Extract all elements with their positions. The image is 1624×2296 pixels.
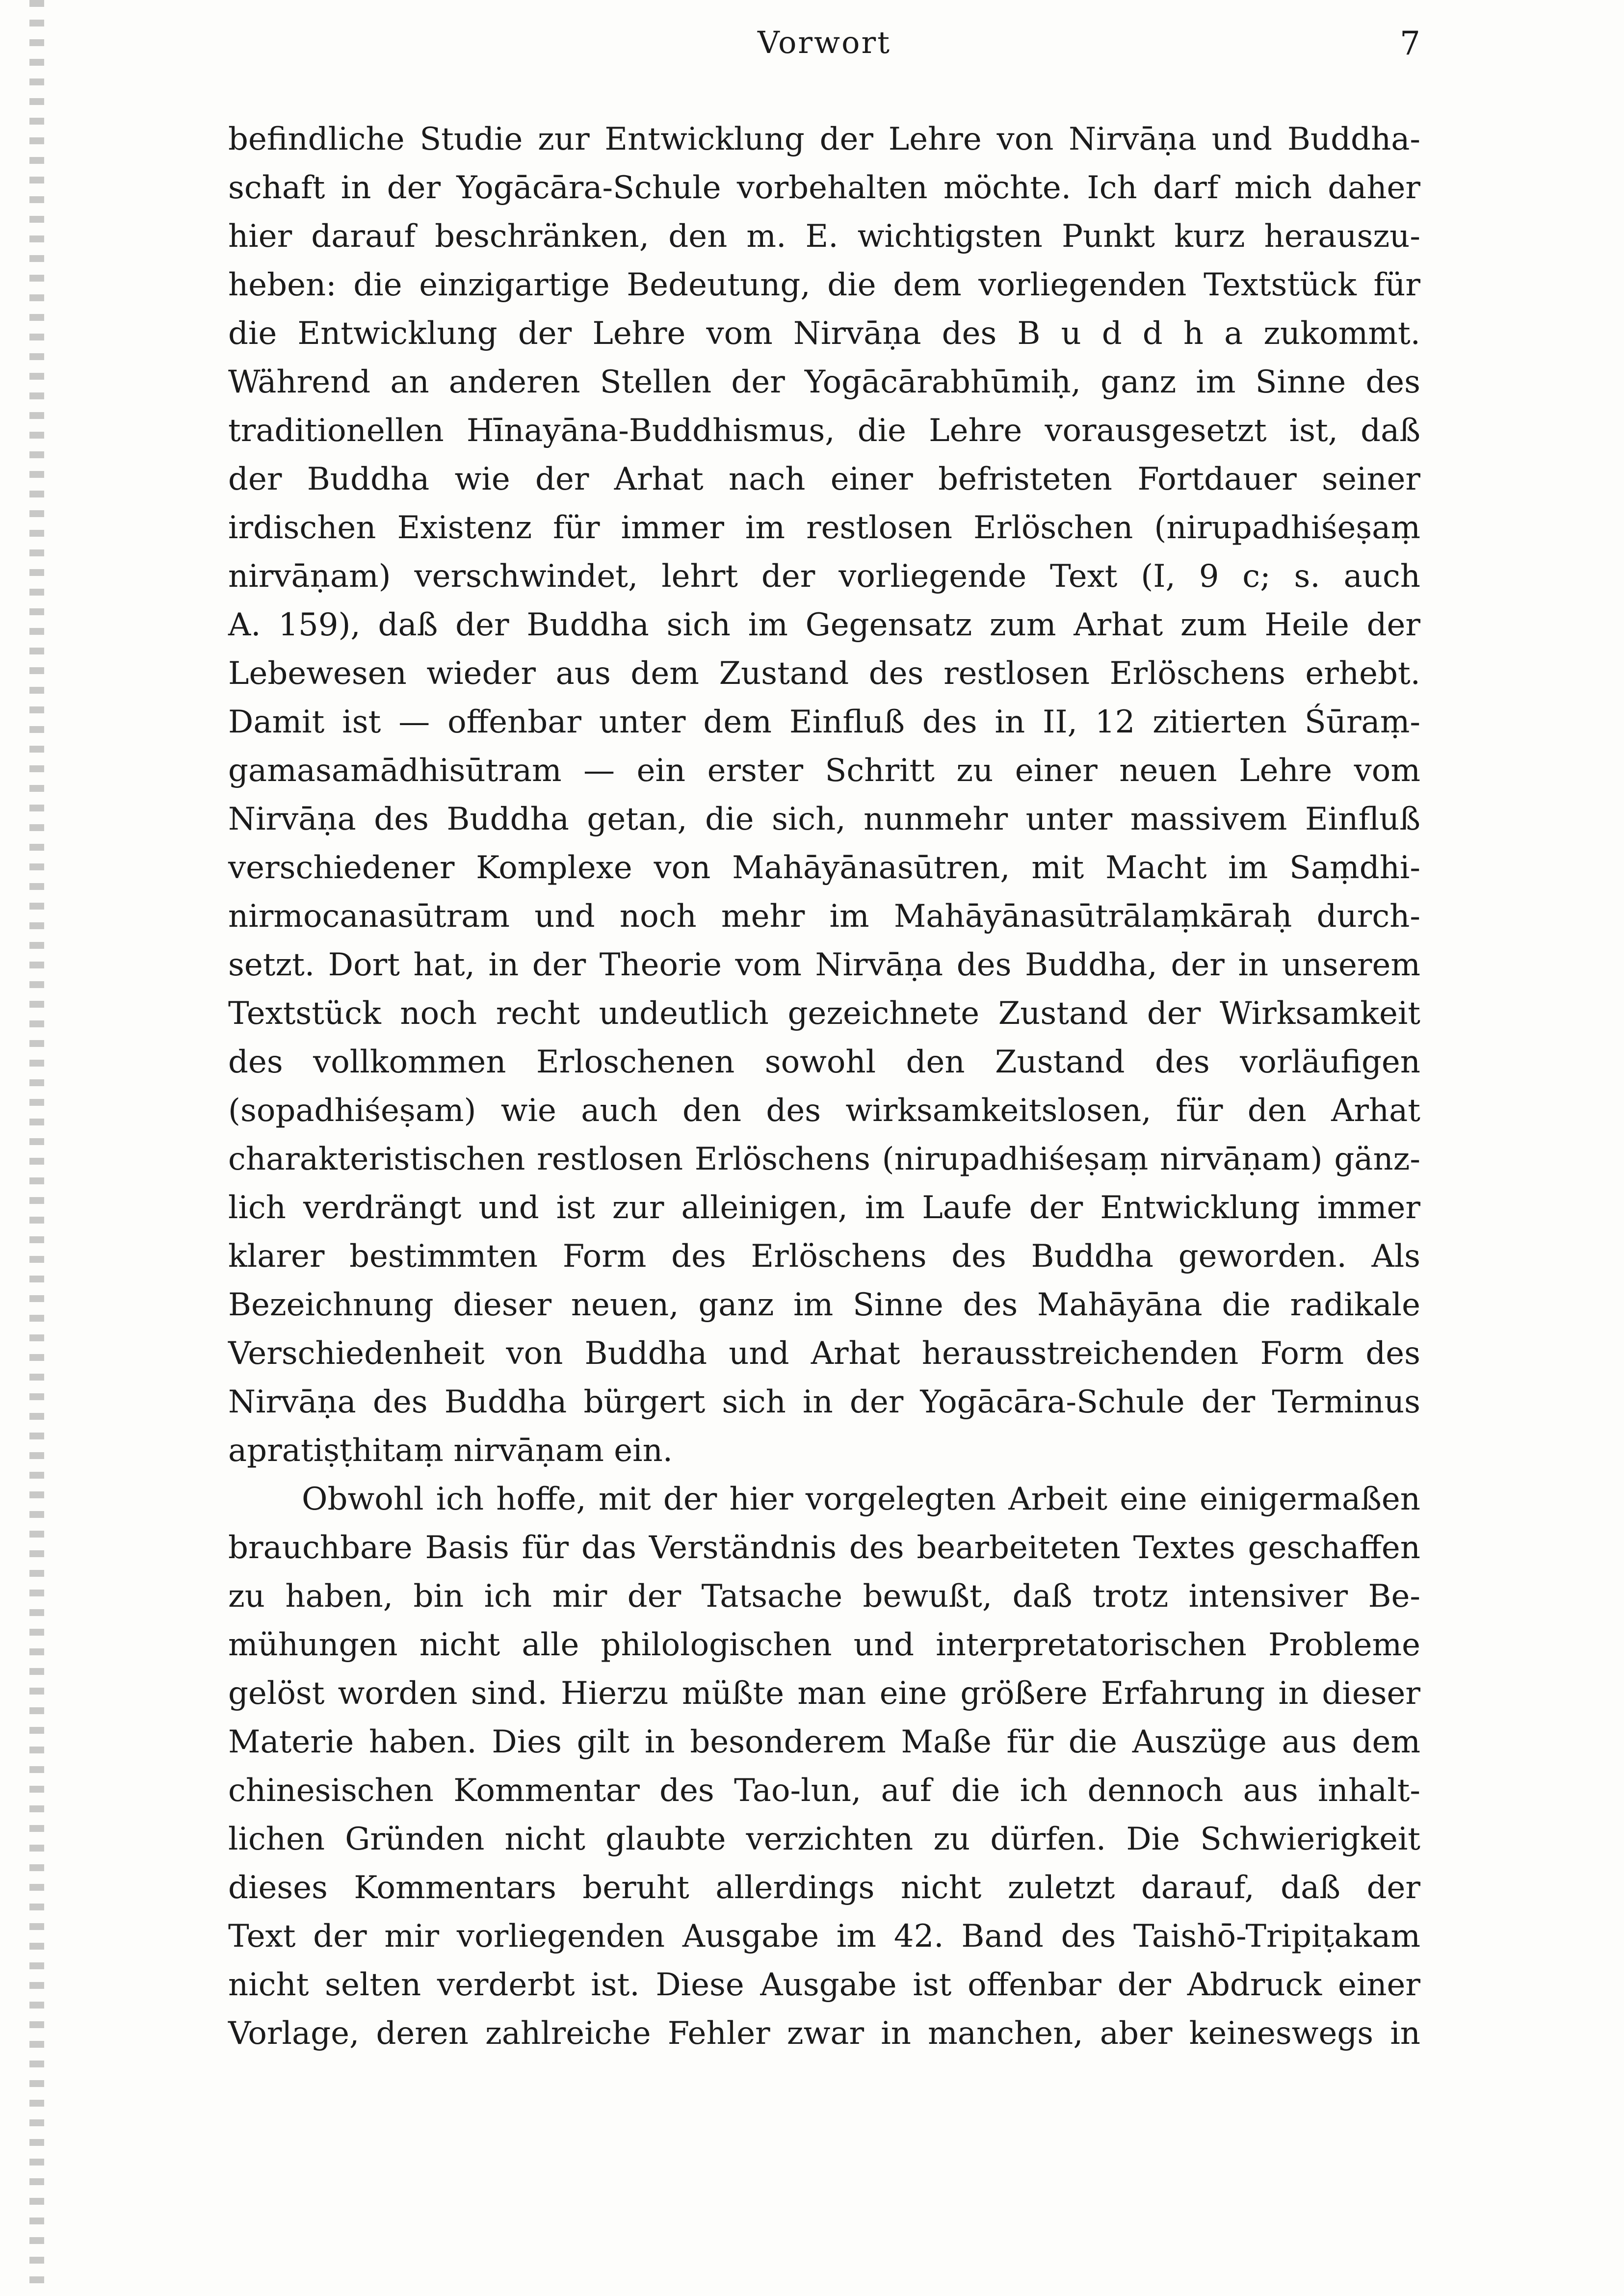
text-line: gelöst worden sind. Hierzu müßte man eine größere Erfahrung in dieser — [228, 1675, 1420, 1712]
text-line: lich verdrängt und ist zur alleinigen, im Laufe der Entwicklung immer — [228, 1190, 1420, 1226]
text-line: charakteristischen restlosen Erlöschens (nirupadhiśeṣaṃ nirvāṇam) gänz- — [228, 1141, 1420, 1177]
text-line: Vorlage, deren zahlreiche Fehler zwar in manchen, aber keineswegs in — [228, 2015, 1420, 2052]
page-header — [228, 25, 1420, 83]
text-line: befindliche Studie zur Entwicklung der Lehre von Nirvāṇa und Buddha- — [228, 121, 1420, 157]
text-line: (sopadhiśeṣam) wie auch den des wirksamkeitslosen, für den Arhat — [228, 1093, 1420, 1129]
page-binding-edge — [29, 0, 44, 2296]
text-line: setzt. Dort hat, in der Theorie vom Nirvāṇa des Buddha, der in unserem — [228, 947, 1420, 983]
text-line: Lebewesen wieder aus dem Zustand des restlosen Erlöschens erhebt. — [228, 655, 1420, 692]
text-line: Damit ist — offenbar unter dem Einfluß des in II, 12 zitierten Śūraṃ- — [228, 704, 1420, 740]
text-line: verschiedener Komplexe von Mahāyānasūtren, mit Macht im Saṃdhi- — [228, 850, 1420, 886]
text-line: Während an anderen Stellen der Yogācārabhūmiḥ, ganz im Sinne des — [228, 364, 1420, 400]
text-line: Obwohl ich hoffe, mit der hier vorgelegten Arbeit eine einigermaßen — [302, 1481, 1420, 1517]
text-line: nirvāṇam) verschwindet, lehrt der vorliegende Text (I, 9 c; s. auch — [228, 558, 1420, 595]
page-number: 7 — [1400, 25, 1420, 62]
text-line: dieses Kommentars beruht allerdings nicht zuletzt darauf, daß der — [228, 1870, 1420, 1906]
text-line: nirmocanasūtram und noch mehr im Mahāyānasūtrālaṃkāraḥ durch- — [228, 898, 1420, 935]
running-head: Vorwort — [758, 25, 891, 60]
text-line: Textstück noch recht undeutlich gezeichnete Zustand der Wirksamkeit — [228, 995, 1420, 1032]
body-text — [228, 115, 1420, 2058]
text-line: mühungen nicht alle philologischen und interpretatorischen Probleme — [228, 1627, 1420, 1663]
text-line: lichen Gründen nicht glaubte verzichten zu dürfen. Die Schwierigkeit — [228, 1821, 1420, 1857]
text-line: Bezeichnung dieser neuen, ganz im Sinne des Mahāyāna die radikale — [228, 1287, 1420, 1323]
text-line: traditionellen Hīnayāna-Buddhismus, die Lehre vorausgesetzt ist, daß — [228, 413, 1420, 449]
text-line: Text der mir vorliegenden Ausgabe im 42. Band des Taishō-Tripiṭakam — [228, 1918, 1420, 1955]
text-line: schaft in der Yogācāra-Schule vorbehalten möchte. Ich darf mich daher — [228, 170, 1420, 206]
text-line: nicht selten verderbt ist. Diese Ausgabe ist offenbar der Abdruck einer — [228, 1967, 1420, 2003]
text-line: heben: die einzigartige Bedeutung, die dem vorliegenden Textstück für — [228, 267, 1420, 303]
text-line: Materie haben. Dies gilt in besonderem Maße für die Auszüge aus dem — [228, 1724, 1420, 1760]
text-line: hier darauf beschränken, den m. E. wichtigsten Punkt kurz herauszu- — [228, 218, 1420, 255]
text-line: der Buddha wie der Arhat nach einer befristeten Fortdauer seiner — [228, 461, 1420, 497]
text-line: gamasamādhisūtram — ein erster Schritt zu einer neuen Lehre vom — [228, 753, 1420, 789]
text-line: klarer bestimmten Form des Erlöschens des Buddha geworden. Als — [228, 1238, 1420, 1275]
text-line: zu haben, bin ich mir der Tatsache bewußt, daß trotz intensiver Be- — [228, 1578, 1420, 1615]
text-line: apratiṣṭhitaṃ nirvāṇam ein. — [228, 1433, 673, 1469]
text-line: Verschiedenheit von Buddha und Arhat herausstreichenden Form des — [228, 1335, 1420, 1372]
text-line: Nirvāṇa des Buddha getan, die sich, nunmehr unter massivem Einfluß — [228, 801, 1420, 837]
text-line: A. 159), daß der Buddha sich im Gegensatz zum Arhat zum Heile der — [228, 607, 1420, 643]
text-line: irdischen Existenz für immer im restlosen Erlöschen (nirupadhiśeṣaṃ — [228, 510, 1420, 546]
text-line: die Entwicklung der Lehre vom Nirvāṇa des B u d d h a zukommt. — [228, 315, 1420, 352]
text-line: chinesischen Kommentar des Tao-lun, auf die ich dennoch aus inhalt- — [228, 1773, 1420, 1809]
text-line: Nirvāṇa des Buddha bürgert sich in der Yogācāra-Schule der Terminus — [228, 1384, 1420, 1420]
paragraph-2 — [228, 1475, 1420, 2058]
text-line: brauchbare Basis für das Verständnis des bearbeiteten Textes geschaffen — [228, 1530, 1420, 1566]
paragraph-1 — [228, 115, 1420, 1475]
text-line: des vollkommen Erloschenen sowohl den Zustand des vorläufigen — [228, 1044, 1420, 1080]
